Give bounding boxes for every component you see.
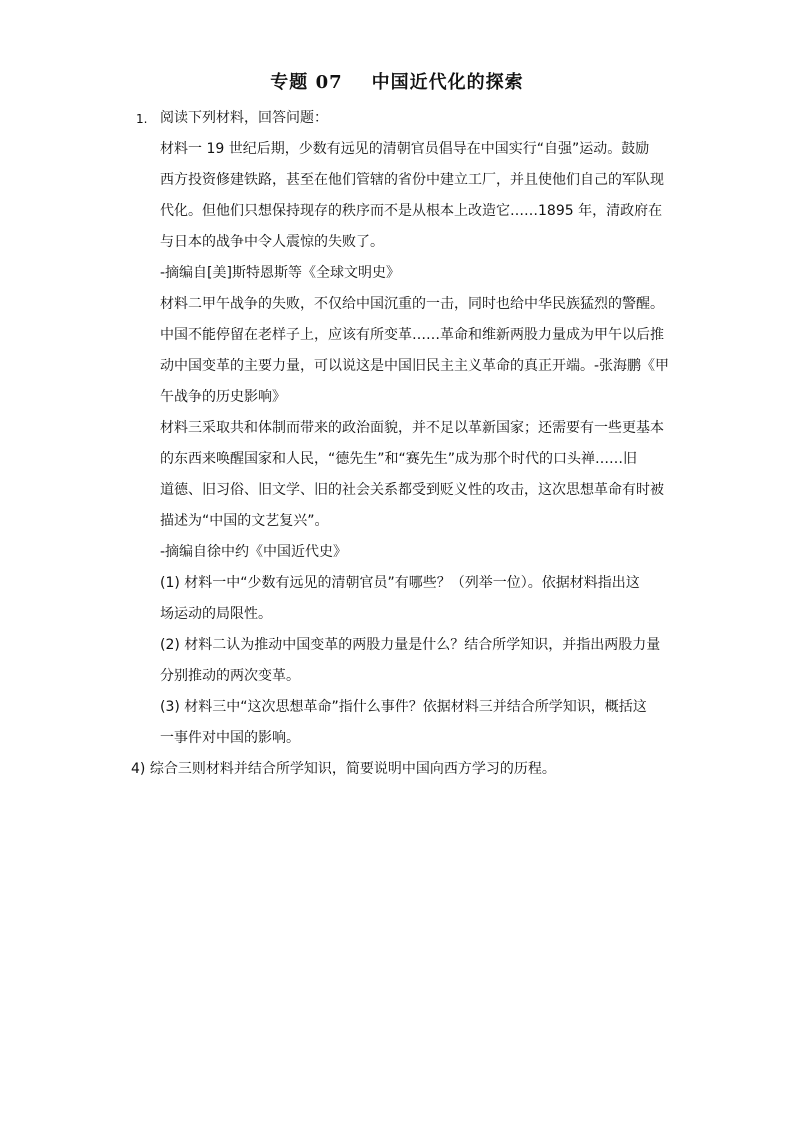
page-title: 专题 07 中国近代化的探索 [270,72,524,93]
material-3-line: 材料三采取共和体制而带来的政治面貌，并不足以革新国家；还需要有一些更基本 [160,420,664,436]
material-3-line: 道德、旧习俗、旧文学、旧的社会关系都受到贬义性的攻击，这次思想革命有时被 [160,482,664,498]
question-number: 1. [136,112,148,126]
sub-question-line: (3) 材料三中“这次思想革命”指什么事件？依据材料三并结合所学知识，概括这 [160,699,647,715]
material-3-source: -摘编自徐中约《中国近代史》 [160,544,348,560]
sub-question-line: 分别推动的两次变革。 [160,668,300,684]
material-1-line: 西方投资修建铁路，甚至在他们管辖的省份中建立工厂，并且使他们自己的军队现 [160,172,664,188]
material-1-line: 与日本的战争中令人震惊的失败了。 [160,234,384,250]
sub-question-line: (1) 材料一中“少数有远见的清朝官员”有哪些？（列举一位）。依据材料指出这 [160,575,640,591]
material-2-line: 材料二甲午战争的失败，不仅给中国沉重的一击，同时也给中华民族猛烈的警醒。 [160,296,664,312]
material-1-line: 材料一 19 世纪后期，少数有远见的清朝官员倡导在中国实行“自强”运动。鼓励 [160,141,650,157]
sub-question-line: 一事件对中国的影响。 [160,730,300,746]
material-1-line: 代化。但他们只想保持现存的秩序而不是从根本上改造它……1895 年，清政府在 [160,203,663,219]
final-question: 4) 综合三则材料并结合所学知识，简要说明中国向西方学习的历程。 [131,761,556,777]
material-1-source: -摘编自[美]斯特恩斯等《全球文明史》 [160,265,400,281]
material-3-line: 描述为“中国的文艺复兴”。 [160,513,329,529]
material-3-line: 的东西来唤醒国家和人民，“德先生”和“赛先生”成为那个时代的口头禅……旧 [160,451,638,467]
material-2-line: 中国不能停留在老样子上，应该有所变革……革命和维新两股力量成为甲午以后推 [160,327,664,343]
question-intro: 阅读下列材料，回答问题： [160,110,328,126]
sub-question-line: (2) 材料二认为推动中国变革的两股力量是什么？结合所学知识，并指出两股力量 [160,637,661,653]
material-2-line: 动中国变革的主要力量，可以说这是中国旧民主主义革命的真正开端。-张海鹏《甲 [160,358,670,374]
sub-question-line: 场运动的局限性。 [160,606,272,622]
material-2-line: 午战争的历史影响》 [160,389,286,405]
